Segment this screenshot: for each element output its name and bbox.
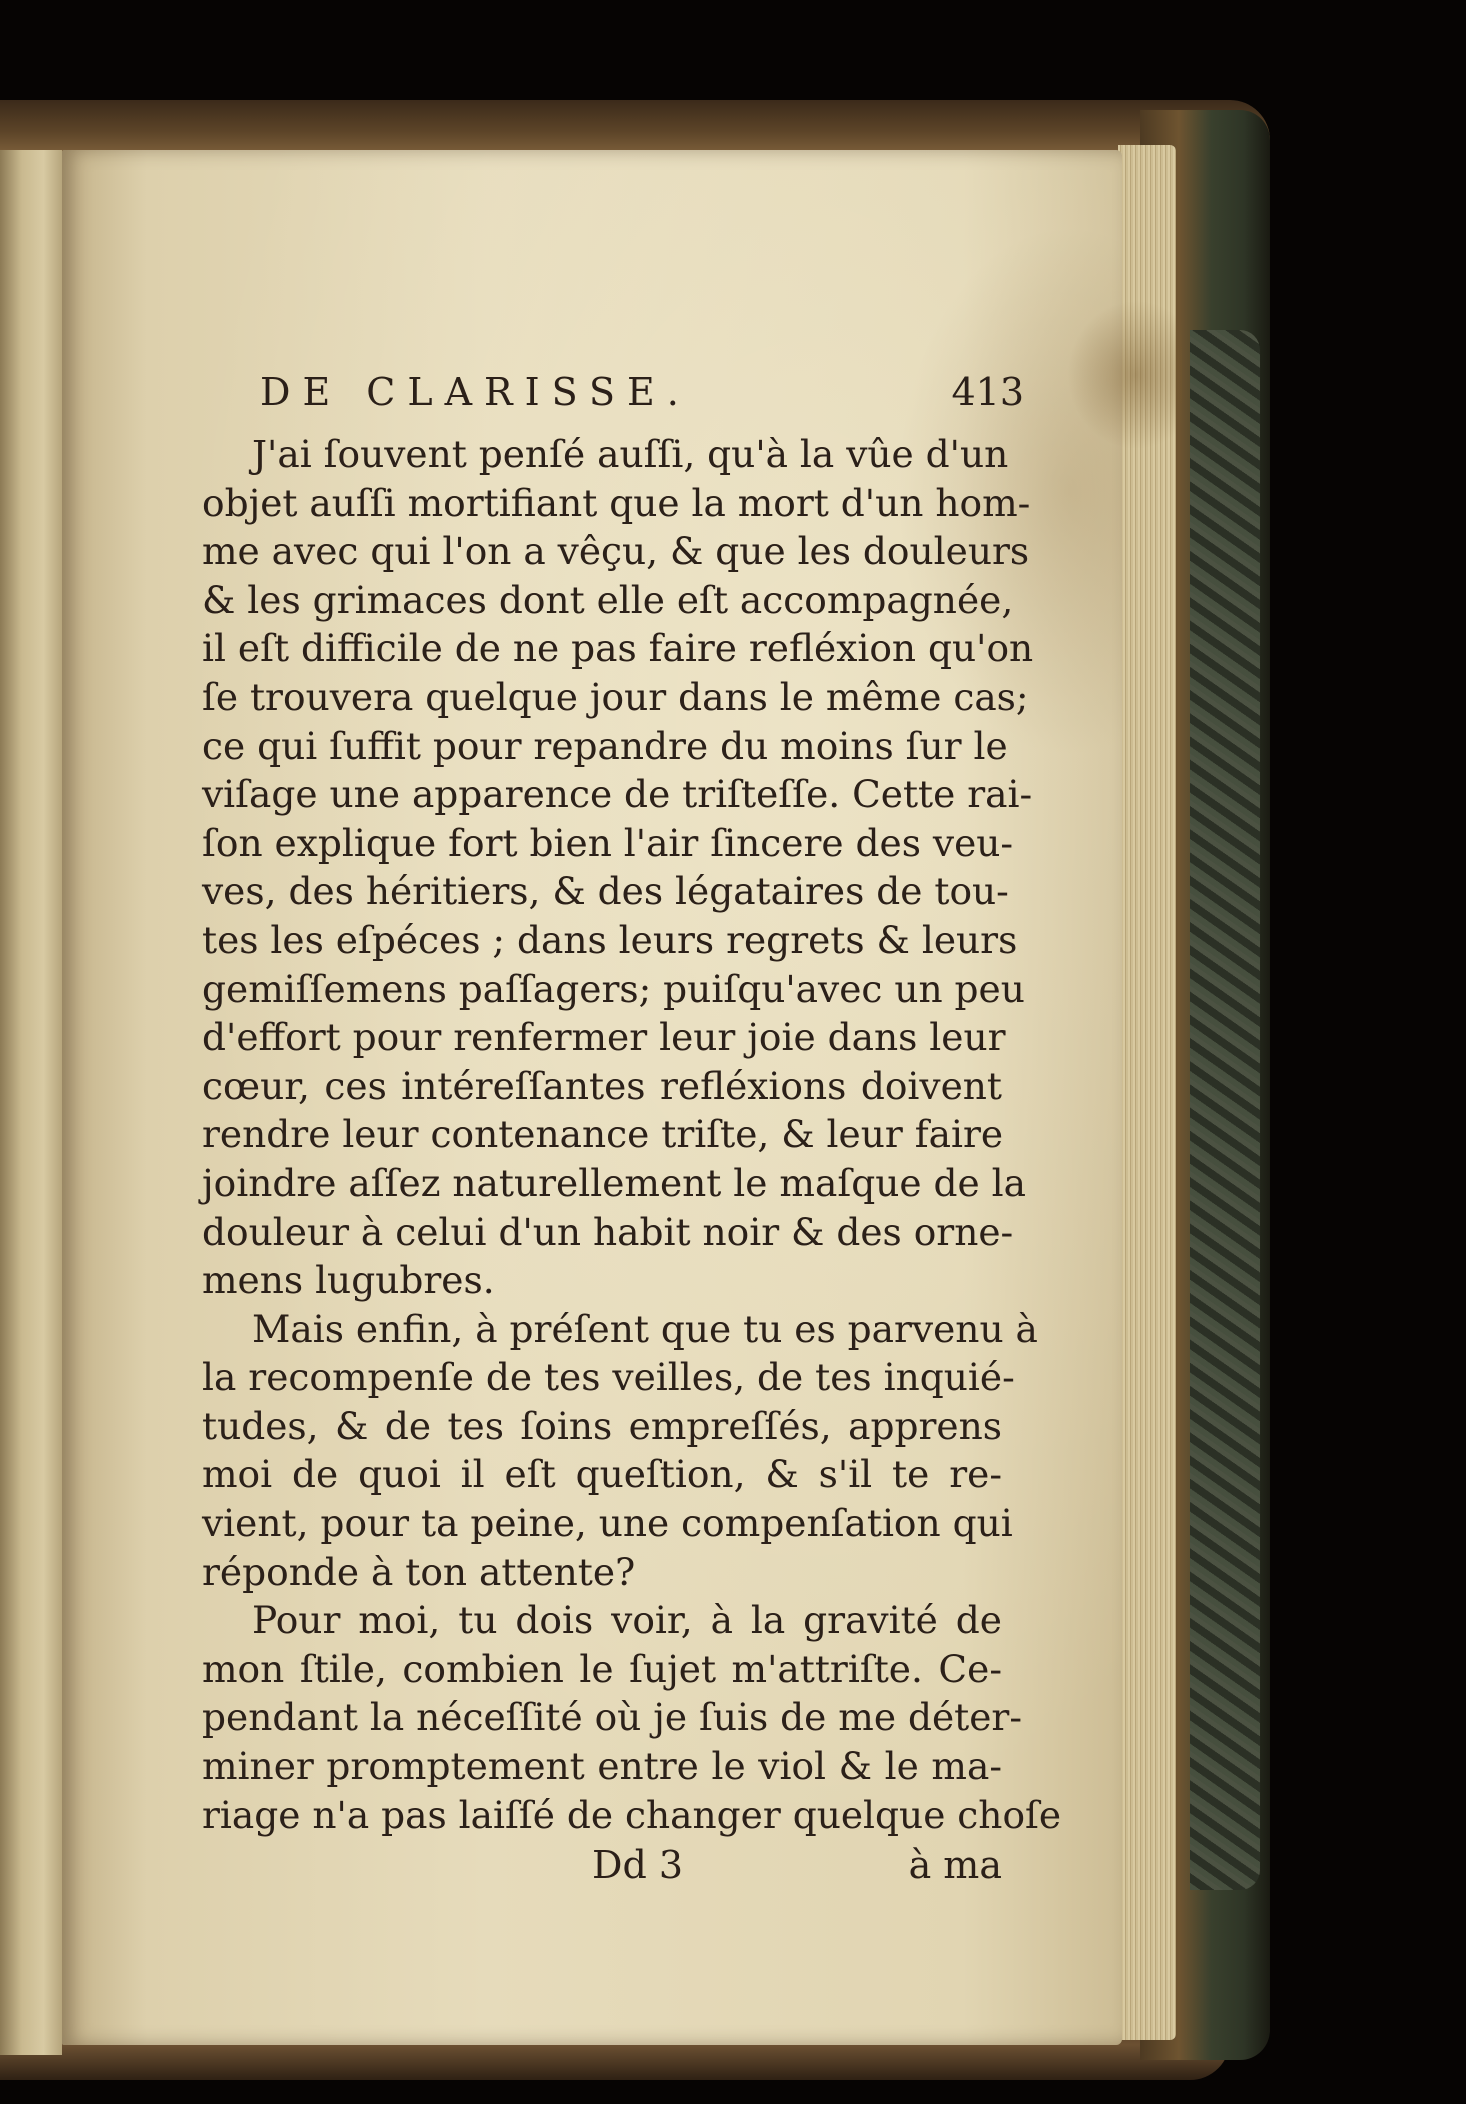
text-line: il eſt difficile de ne pas faire refléxion qu'on	[202, 626, 1034, 671]
text-line: me avec qui l'on a vêçu, & que les douleurs	[202, 529, 1030, 574]
running-head-title: DE CLARISSE.	[260, 370, 691, 414]
signature-mark: Dd 3	[592, 1843, 684, 1888]
running-head	[202, 370, 1024, 430]
text-line: objet auſſi mortifiant que la mort d'un hom-	[202, 480, 1031, 525]
catchword: à ma	[908, 1843, 1002, 1888]
book-page	[62, 150, 1122, 2045]
text-line: tudes, & de tes ſoins empreſſés, apprens	[202, 1403, 1002, 1448]
body-text	[202, 430, 1062, 1839]
previous-page-edge	[0, 150, 62, 2055]
text-line: rendre leur contenance triſte, & leur faire	[202, 1112, 1004, 1157]
catch-line	[202, 1843, 1002, 1903]
text-line: J'ai ſouvent penſé auſſi, qu'à la vûe d'un	[252, 432, 1009, 476]
text-line: gemiſſemens paſſagers; puiſqu'avec un peu	[202, 966, 1025, 1011]
text-line: joindre aſſez naturellement le maſque de la	[202, 1160, 1026, 1205]
text-line: viſage une apparence de triſteſſe. Cette rai-	[202, 772, 1033, 817]
text-line: miner promptement entre le viol & le ma-	[202, 1744, 1002, 1789]
text-line: ves, des héritiers, & des légataires de tou-	[202, 869, 1009, 914]
text-line: Pour moi, tu dois voir, à la gravité de	[252, 1598, 1002, 1643]
text-line: & les grimaces dont elle eſt accompagnée,	[202, 577, 1014, 622]
text-block	[202, 370, 1062, 1903]
text-line: d'effort pour renfermer leur joie dans leur	[202, 1015, 1006, 1060]
text-line: vient, pour ta peine, une compenſation qui	[202, 1501, 1013, 1546]
text-line: moi de quoi il eſt queſtion, & s'il te re-	[202, 1452, 1002, 1497]
text-line: Mais enfin, à préſent que tu es parvenu à	[252, 1306, 1038, 1351]
foxing-stain	[1067, 300, 1182, 450]
text-line: ce qui ſuffit pour repandre du moins ſur le	[202, 723, 1008, 768]
text-line: réponde à ton attente?	[202, 1549, 636, 1594]
text-line: la recompenſe de tes veilles, de tes inquié-	[202, 1355, 1015, 1400]
text-line: cœur, ces intéreſſantes refléxions doivent	[202, 1063, 1002, 1108]
text-line: mens lugubres.	[202, 1258, 495, 1303]
text-line: douleur à celui d'un habit noir & des orne-	[202, 1209, 1014, 1254]
text-line: riage n'a pas laiſſé de changer quelque choſe	[202, 1792, 1062, 1837]
text-line: pendant la néceſſité où je ſuis de me déter-	[202, 1695, 1023, 1740]
text-line: ſon explique fort bien l'air ſincere des veu-	[202, 820, 1014, 865]
text-line: mon ſtile, combien le ſujet m'attriſte. Ce-	[202, 1646, 1002, 1691]
text-line: ſe trouvera quelque jour dans le même cas;	[202, 674, 1029, 719]
page-number: 413	[951, 370, 1024, 414]
text-line: tes les eſpéces ; dans leurs regrets & leurs	[202, 917, 1018, 962]
marbled-board	[1190, 330, 1260, 1890]
